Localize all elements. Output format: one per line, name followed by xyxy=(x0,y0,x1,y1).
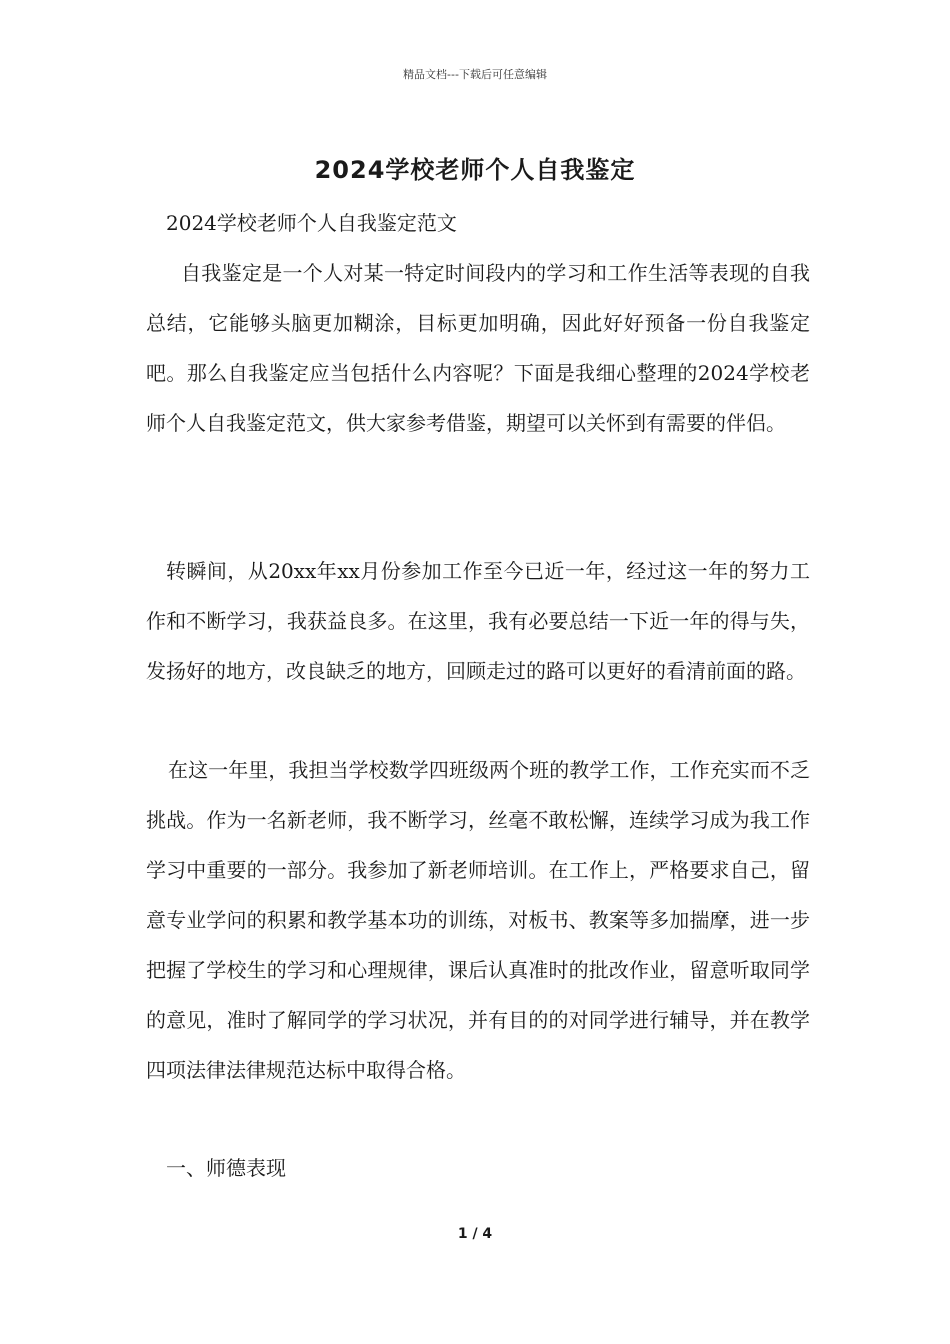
paragraph-review: 转瞬间，从20xx年xx月份参加工作至今已近一年，经过这一年的努力工作和不断学习，我获益良多。在这里，我有必要总结一下近一年的得与失，发扬好的地方，改良缺乏的地方，回顾走过的路可以更好的看清前面的路。 xyxy=(146,559,810,683)
document-subtitle: 2024学校老师个人自我鉴定范文 xyxy=(166,211,457,235)
page-header: 精品文档---下载后可任意编辑 xyxy=(403,68,547,81)
section-heading-ethics: 一、师德表现 xyxy=(166,1156,286,1180)
paragraph-teaching-work: 在这一年里，我担当学校数学四班级两个班的教学工作，工作充实而不乏挑战。作为一名新老师，我不断学习，丝毫不敢松懈，连续学习成为我工作学习中重要的一部分。我参加了新老师培训。在工作上，严格要求自己，留意专业学问的积累和教学基本功的训练，对板书、教案等多加揣摩，进一步把握了学校生的学习和心理规律，课后认真准时的批改作业，留意听取同学的意见，准时了解同学的学习状况，并有目的的对同学进行辅导，并在教学四项法律法律规范达标中取得合格。 xyxy=(146,758,810,1082)
page-number: 1 / 4 xyxy=(457,1226,493,1242)
document-title: 2024学校老师个人自我鉴定 xyxy=(314,156,636,184)
paragraph-intro: 自我鉴定是一个人对某一特定时间段内的学习和工作生活等表现的自我总结，它能够头脑更加糊涂，目标更加明确，因此好好预备一份自我鉴定吧。那么自我鉴定应当包括什么内容呢？下面是我细心整理的2024学校老师个人自我鉴定范文，供大家参考借鉴，期望可以关怀到有需要的伴侣。 xyxy=(146,261,810,435)
